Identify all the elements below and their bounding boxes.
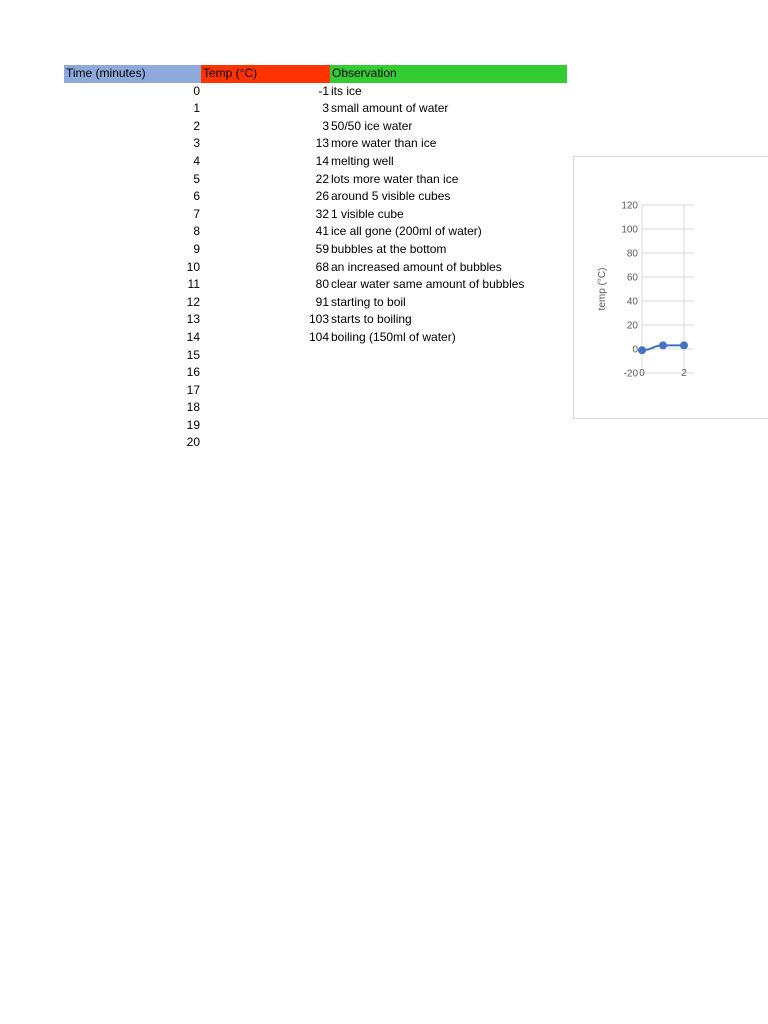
x-tick-label: 2	[681, 368, 687, 379]
time-cell[interactable]: 4	[193, 153, 200, 168]
time-cell[interactable]: 12	[186, 294, 200, 309]
table-row	[64, 347, 567, 365]
temp-cell[interactable]: 41	[315, 224, 329, 239]
table-row	[64, 399, 567, 417]
observation-cell[interactable]: more water than ice	[331, 136, 437, 151]
time-cell[interactable]: 13	[186, 312, 200, 327]
table-row	[64, 153, 567, 171]
y-tick-label: 100	[621, 224, 638, 236]
time-cell[interactable]: 6	[193, 189, 200, 204]
time-cell[interactable]: 16	[186, 365, 200, 380]
temp-cell[interactable]: 68	[315, 259, 329, 274]
time-cell[interactable]: 20	[186, 435, 200, 450]
observation-cell[interactable]: small amount of water	[331, 101, 449, 116]
data-point	[660, 342, 667, 349]
temp-cell[interactable]: 80	[315, 277, 329, 292]
y-tick-label: 0	[632, 344, 638, 356]
table-row	[64, 100, 567, 118]
time-cell[interactable]: 19	[186, 417, 200, 432]
table-row	[64, 135, 567, 153]
time-header-cell[interactable]: Time (minutes)	[64, 65, 201, 83]
time-cell[interactable]: 14	[186, 329, 200, 344]
y-tick-label: 120	[621, 200, 638, 212]
table-row	[64, 83, 567, 101]
observation-cell[interactable]	[330, 347, 567, 365]
table-row	[64, 206, 567, 224]
y-tick-label: 20	[626, 320, 638, 332]
observation-cell[interactable]	[330, 364, 567, 382]
time-cell[interactable]: 7	[193, 206, 200, 221]
y-tick-label: 40	[626, 296, 638, 308]
temp-cell[interactable]: 59	[315, 241, 329, 256]
header-row	[64, 65, 567, 83]
x-tick-label: 0	[639, 368, 645, 379]
temp-cell[interactable]	[201, 382, 330, 400]
temp-cell[interactable]	[201, 399, 330, 417]
table-row	[64, 259, 567, 277]
observation-cell[interactable]: 1 visible cube	[331, 206, 404, 221]
observation-cell[interactable]: melting well	[331, 153, 394, 168]
temp-cell[interactable]: 22	[315, 171, 329, 186]
observation-cell[interactable]	[330, 382, 567, 400]
time-cell[interactable]: 2	[193, 118, 200, 133]
table-body	[64, 83, 567, 452]
time-cell[interactable]: 1	[193, 101, 200, 116]
temp-cell[interactable]	[201, 347, 330, 365]
temp-cell[interactable]	[201, 417, 330, 435]
y-tick-label: 60	[626, 272, 638, 284]
observation-cell[interactable]: an increased amount of bubbles	[331, 259, 502, 274]
observation-cell[interactable]: bubbles at the bottom	[331, 241, 447, 256]
observation-cell[interactable]: around 5 visible cubes	[331, 189, 451, 204]
observation-cell[interactable]: starts to boiling	[331, 312, 412, 327]
table-row	[64, 294, 567, 312]
time-cell[interactable]: 8	[193, 224, 200, 239]
time-cell[interactable]: 10	[186, 259, 200, 274]
chart-area[interactable]	[573, 156, 768, 419]
observation-cell[interactable]	[330, 417, 567, 435]
time-cell[interactable]: 17	[186, 382, 200, 397]
table-row	[64, 276, 567, 294]
table-row	[64, 329, 567, 347]
observation-cell[interactable]: starting to boil	[331, 294, 406, 309]
observation-cell[interactable]: 50/50 ice water	[331, 118, 413, 133]
temp-cell[interactable]: 13	[315, 136, 329, 151]
temp-cell[interactable]: 3	[322, 118, 329, 133]
observation-cell[interactable]	[330, 434, 567, 452]
table-row	[64, 311, 567, 329]
y-tick-label: 80	[626, 248, 638, 260]
temp-cell[interactable]: 91	[315, 294, 329, 309]
observation-cell[interactable]: its ice	[331, 83, 362, 98]
table-row	[64, 223, 567, 241]
temp-cell[interactable]: 14	[315, 153, 329, 168]
temp-cell[interactable]: 103	[308, 312, 329, 327]
time-cell[interactable]: 9	[193, 241, 200, 256]
table-row	[64, 364, 567, 382]
table-row	[64, 118, 567, 136]
y-tick-label: -20	[623, 368, 638, 380]
time-cell[interactable]: 15	[186, 347, 200, 362]
y-axis-label: temp (°C)	[597, 267, 608, 311]
data-point	[681, 342, 688, 349]
table-row	[64, 241, 567, 259]
temp-cell[interactable]: 32	[315, 206, 329, 221]
table-row	[64, 382, 567, 400]
time-cell[interactable]: 0	[193, 83, 200, 98]
observation-cell[interactable]: clear water same amount of bubbles	[331, 277, 525, 292]
temp-cell[interactable]: 104	[308, 329, 329, 344]
temp-cell[interactable]	[201, 364, 330, 382]
line-chart	[574, 157, 693, 419]
observation-cell[interactable]	[330, 399, 567, 417]
time-cell[interactable]: 18	[186, 400, 200, 415]
table-row	[64, 171, 567, 189]
observation-cell[interactable]: lots more water than ice	[331, 171, 459, 186]
temp-cell[interactable]: -1	[318, 83, 329, 98]
table-row	[64, 188, 567, 206]
observation-cell[interactable]: boiling (150ml of water)	[331, 329, 456, 344]
spreadsheet-table	[64, 65, 567, 452]
temp-header-cell[interactable]: Temp (°C)	[201, 65, 330, 83]
table-row	[64, 417, 567, 435]
observation-cell[interactable]: ice all gone (200ml of water)	[331, 224, 482, 239]
time-cell[interactable]: 3	[193, 136, 200, 151]
time-cell[interactable]: 11	[187, 277, 200, 292]
temp-cell[interactable]: 26	[315, 189, 329, 204]
temp-cell[interactable]	[201, 434, 330, 452]
temp-cell[interactable]: 3	[322, 101, 329, 116]
observation-header-cell[interactable]: Observation	[330, 65, 567, 83]
chart-clip	[574, 157, 693, 419]
data-point	[639, 347, 646, 354]
time-cell[interactable]: 5	[193, 171, 200, 186]
table-row	[64, 434, 567, 452]
